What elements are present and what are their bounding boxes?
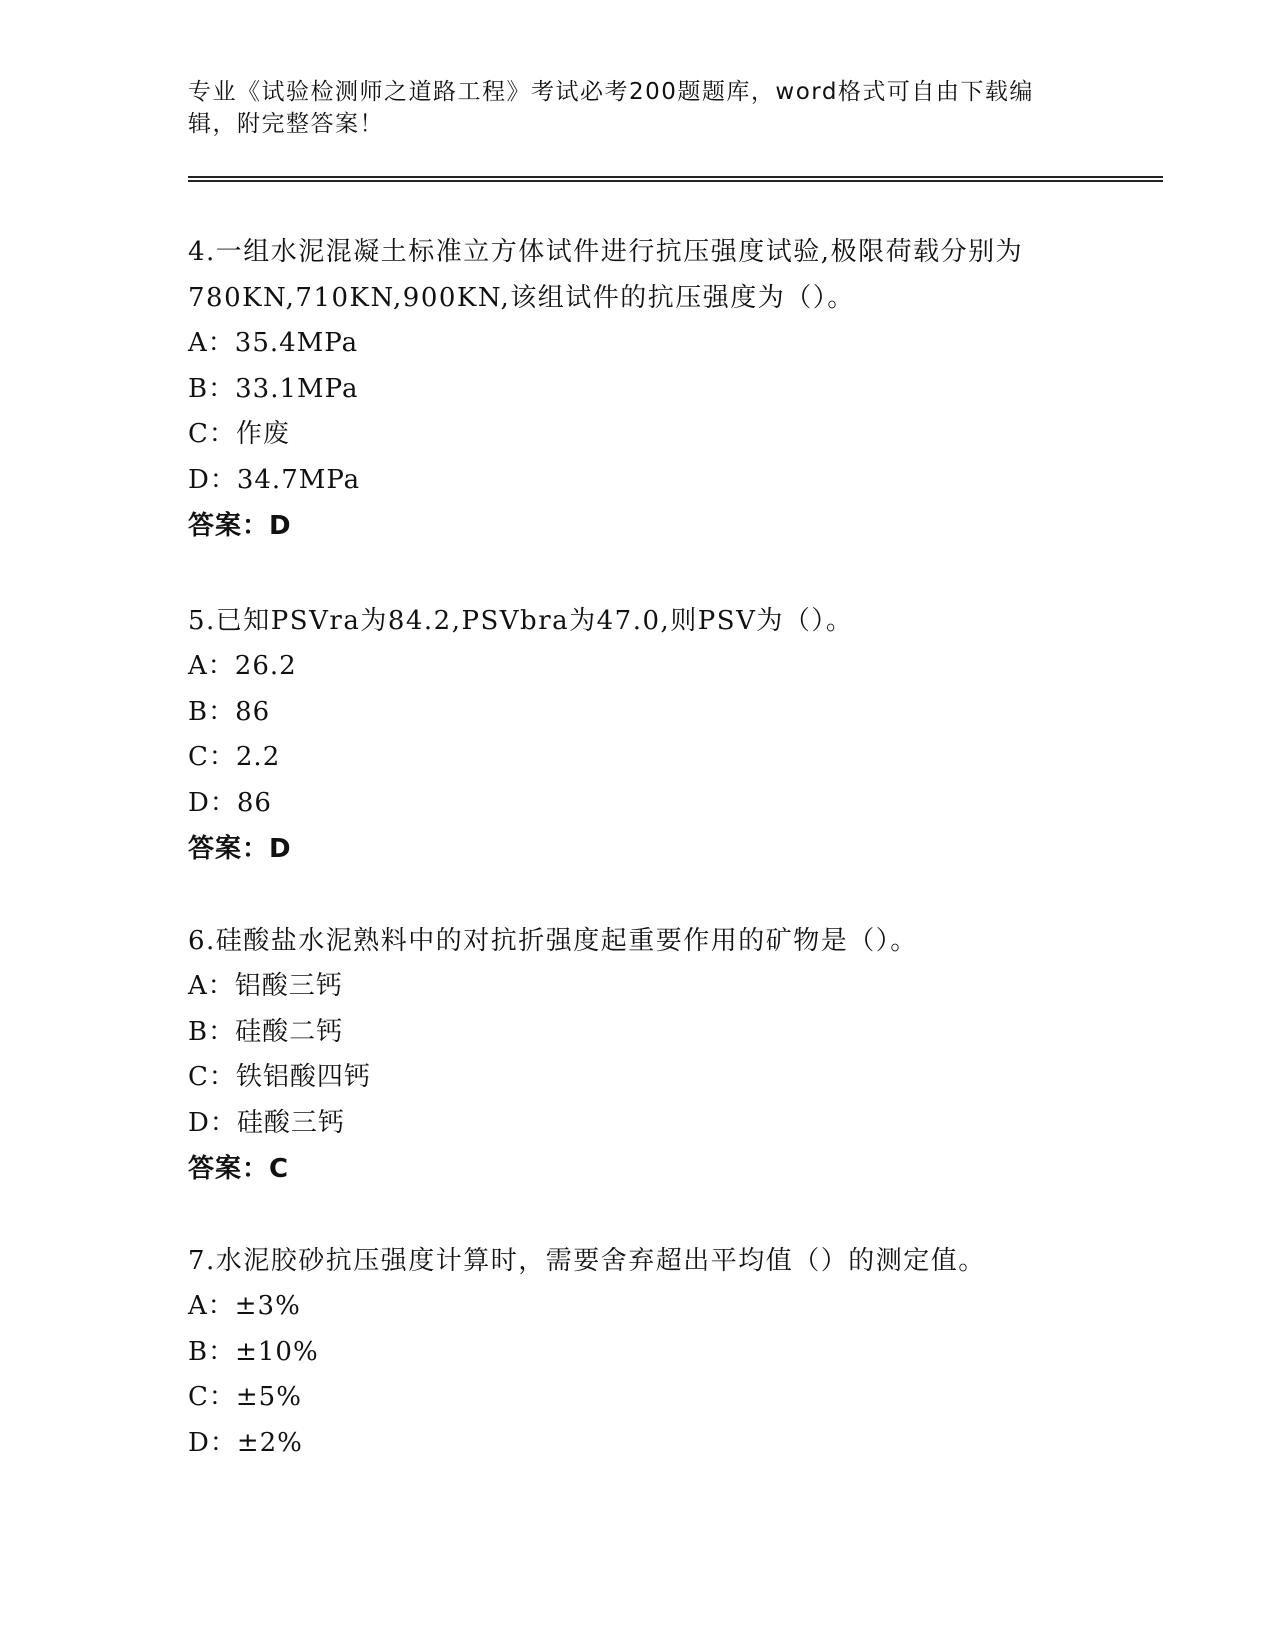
option-d: D：硅酸三钙 — [188, 1107, 345, 1138]
option-a: A：铝酸三钙 — [188, 971, 343, 1001]
option-d: D：±2% — [188, 1427, 303, 1458]
option-b: B：86 — [188, 696, 271, 727]
option-d: D：34.7MPa — [188, 464, 361, 495]
answer: 答案：D — [188, 834, 292, 864]
question-stem: 5.已知PSVra为84.2,PSVbra为47.0,则PSV为（）。 — [188, 606, 854, 636]
option-b: B：33.1MPa — [188, 373, 359, 404]
option-d: D：86 — [188, 787, 272, 818]
option-a: A：±3% — [188, 1291, 301, 1321]
question-5 — [188, 598, 1088, 872]
document-header: 专业《试验检测师之道路工程》考试必考200题题库，word格式可自由下载编辑，附完整答案！ — [188, 79, 1034, 137]
option-a: A：26.2 — [188, 651, 297, 681]
answer: 答案：D — [188, 511, 292, 541]
option-c: C：±5% — [188, 1382, 302, 1412]
option-b: B：±10% — [188, 1336, 319, 1367]
header-divider — [188, 176, 1163, 182]
question-stem: 6.硅酸盐水泥熟料中的对抗折强度起重要作用的矿物是（）。 — [188, 926, 918, 956]
question-6 — [188, 918, 1088, 1192]
option-b: B：硅酸二钙 — [188, 1016, 344, 1047]
question-4 — [188, 229, 1088, 549]
option-c: C：2.2 — [188, 742, 281, 772]
question-stem: 4.一组水泥混凝土标准立方体试件进行抗压强度试验,极限荷载分别为780KN,710KN,900KN,该组试件的抗压强度为（）。 — [188, 237, 1024, 313]
option-c: C：作废 — [188, 419, 290, 449]
option-c: C：铁铝酸四钙 — [188, 1062, 371, 1092]
question-7 — [188, 1238, 1088, 1466]
question-stem: 7.水泥胶砂抗压强度计算时，需要舍弃超出平均值（）的测定值。 — [188, 1246, 986, 1276]
option-a: A：35.4MPa — [188, 328, 359, 358]
answer: 答案：C — [188, 1154, 290, 1184]
